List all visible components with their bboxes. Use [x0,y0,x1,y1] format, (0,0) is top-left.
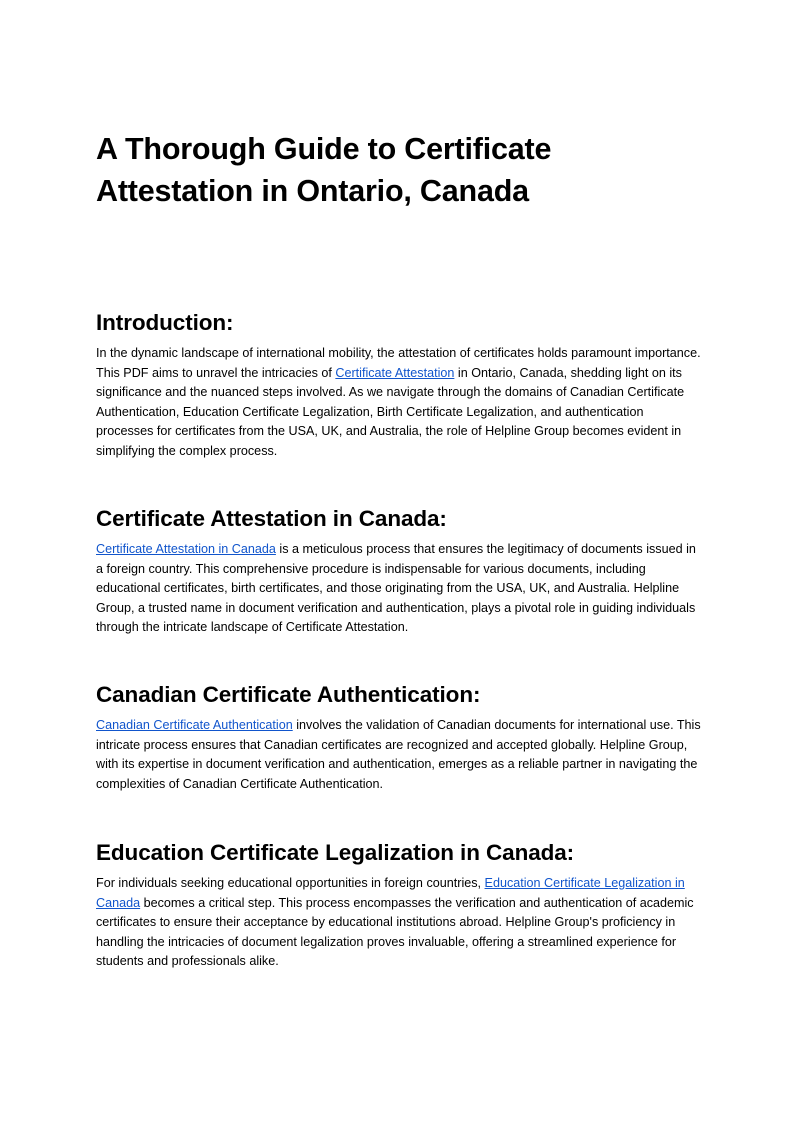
link-canadian-certificate-authentication[interactable]: Canadian Certificate Authentication [96,718,293,732]
link-certificate-attestation[interactable]: Certificate Attestation [335,365,455,380]
link-education-certificate-legalization[interactable]: Education Certificate Legalization in Canada [96,876,685,910]
section-introduction [96,308,702,461]
section-body-education-legalization [96,874,702,972]
section-heading-introduction: Introduction: [96,310,234,335]
link-certificate-attestation-in-canada[interactable]: Certificate Attestation in Canada [96,542,276,556]
section-certificate-attestation [96,504,702,638]
section-heading-certificate-attestation: Certificate Attestation in Canada: [96,506,447,531]
section-body-canadian-authentication [96,716,702,794]
section-education-legalization [96,838,702,972]
section-body-introduction [96,344,702,461]
body-text: is a meticulous process that ensures the legitimacy of documents issued in a foreign country. This comprehensive procedure is indispensable for various documents, including educational certificates, birth certificates, and those originating from the USA, UK, and Australia. Helpline Group, a trusted name in document verification and authentication, plays a pivotal role in guiding individuals through the intricate landscape of Certificate Attestation. [96,542,696,634]
body-text: becomes a critical step. This process encompasses the verification and authentication of academic certificates to ensure their acceptance by educational institutions abroad. Helpline Group's proficiency in handling the intricacies of document legalization proves invaluable, offering a streamlined experience for students and professionals alike. [96,895,694,968]
section-heading-education-legalization: Education Certificate Legalization in Canada: [96,840,575,865]
section-heading-canadian-authentication: Canadian Certificate Authentication: [96,682,481,707]
section-body-certificate-attestation [96,540,702,638]
body-text: in Ontario, Canada, shedding light on its significance and the nuanced steps involved. As we navigate through the domains of Canadian Certificate Authentication, Education Certificate Legalization, Birth Certificate Legalization, and authentication processes for certificates from the USA, UK, and Australia, the role of Helpline Group becomes evident in simplifying the complex process. [96,365,685,458]
body-text: In the dynamic landscape of international mobility, the attestation of certificates holds paramount importance. This PDF aims to unravel the intricacies of [96,346,701,380]
body-text: involves the validation of Canadian documents for international use. This intricate process ensures that Canadian certificates are recognized and accepted globally. Helpline Group, with its expertise in document verification and authentication, emerges as a reliable partner in navigating the complexities of Canadian Certificate Authentication. [96,718,701,791]
document-title: A Thorough Guide to Certificate Attestation in Ontario, Canada [96,132,552,208]
body-text: For individuals seeking educational opportunities in foreign countries, [96,876,485,890]
section-canadian-authentication [96,680,702,794]
